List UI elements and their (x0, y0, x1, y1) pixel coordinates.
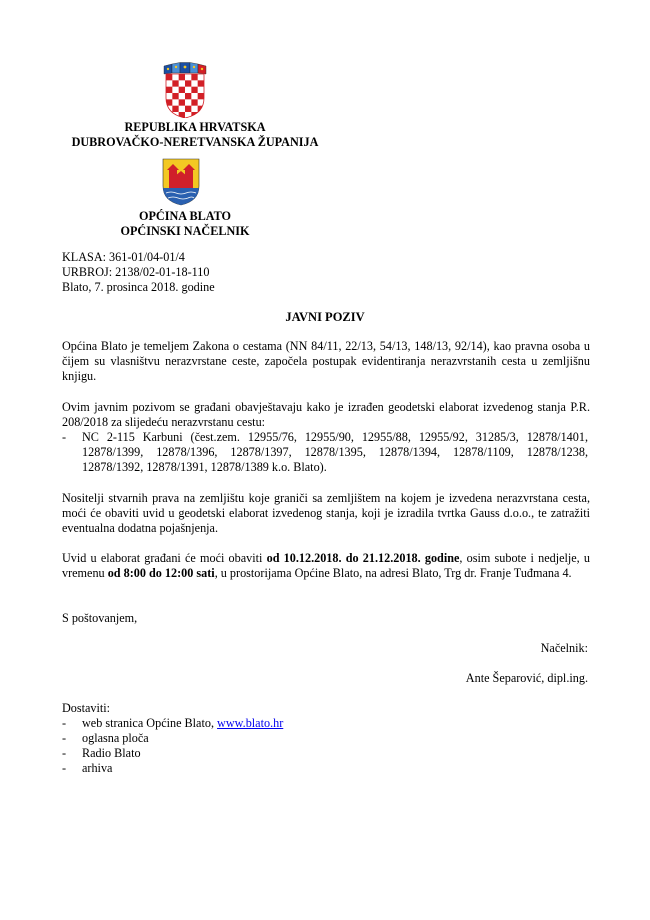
list-dash: - (62, 430, 67, 444)
paragraph-intro: Općina Blato je temeljem Zakona o cestama (NN 84/11, 22/13, 54/13, 148/13, 92/14), kao pravna osoba u čijem su vlasništvu nerazvrstane ceste, započela postupak evidentiranja nerazvrstanih cesta u zemljišnu knjigu. (62, 339, 590, 383)
inspection-text-1: Uvid u elaborat građani će moći obaviti (62, 551, 267, 565)
distribution-item-text: arhiva (82, 761, 113, 775)
county-name: DUBROVAČKO-NERETVANSKA ŽUPANIJA (71, 135, 319, 149)
urbroj-line: URBROJ: 2138/02-01-18-110 (62, 265, 210, 279)
closing-line: S poštovanjem, (62, 611, 138, 625)
list-dash: - (62, 761, 67, 775)
document-header-state (60, 120, 330, 150)
list-dash: - (62, 731, 67, 745)
signature-role: Načelnik: (540, 641, 588, 655)
inspection-text-3: , u prostorijama Općine Blato, na adresi Blato, Trg dr. Franje Tuđmana 4. (214, 566, 572, 580)
klasa-line: KLASA: 361-01/04-01/4 (62, 250, 185, 264)
inspection-hours: od 8:00 do 12:00 sati (107, 566, 215, 580)
distribution-block (62, 701, 283, 776)
distribution-item (62, 716, 283, 731)
distribution-item-text: oglasna ploča (82, 731, 149, 745)
document-reference-block (62, 250, 215, 295)
paragraph-announcement: Ovim javnim pozivom se građani obavještavaju kako je izrađen geodetski elaborat izvedenog stanja P.R. 208/2018 za slijedeću nerazvrstanu cestu: (62, 400, 590, 429)
paragraph-rights-holders: Nositelji stvarnih prava na zemljištu koje graniči sa zemljištem na kojem je izvedena nerazvrstana cesta, moći će obaviti uvid u geodetski elaborat izvedenog stanja, koji je izradila tvrtka Gauss d.o.o., te zatražiti eventualna dodatna pojašnjenja. (62, 491, 590, 535)
country-name: REPUBLIKA HRVATSKA (124, 120, 266, 134)
list-dash: - (62, 716, 67, 730)
paragraph-announcement-block (62, 400, 590, 475)
signature-name: Ante Šeparović, dipl.ing. (465, 671, 588, 685)
inspection-dates: od 10.12.2018. do 21.12.2018. godine (266, 551, 460, 565)
road-list-item (62, 430, 590, 475)
list-dash: - (62, 746, 67, 760)
inspection-text-2: , osim subote i nedjelje, u vremenu (62, 551, 590, 580)
distribution-item-text: web stranica Općine Blato, (82, 716, 218, 730)
distribution-item (62, 746, 283, 761)
paragraph-inspection (62, 551, 590, 581)
place-date-line: Blato, 7. prosinca 2018. godine (62, 280, 215, 294)
distribution-label: Dostaviti: (62, 701, 111, 715)
distribution-item (62, 731, 283, 746)
website-link[interactable]: www.blato.hr (217, 716, 284, 730)
road-list-text: NC 2-115 Karbuni (čest.zem. 12955/76, 12955/90, 12955/88, 12955/92, 31285/3, 12878/1401, 12878/1399, 12878/1396, 12878/1397, 12878/1395, 12878/1394, 12878/1109, 12878/1238, 12878/1392, 12878/1391, 12878/1389 k.o. Blato). (82, 430, 588, 474)
distribution-item-text: Radio Blato (82, 746, 141, 760)
croatian-coat-of-arms-icon (163, 62, 207, 118)
document-title: JAVNI POZIV (285, 310, 365, 324)
blato-coat-of-arms-icon (162, 158, 200, 206)
distribution-item (62, 761, 283, 776)
office-name: OPĆINSKI NAČELNIK (120, 224, 250, 238)
document-header-municipality (60, 209, 310, 239)
municipality-name: OPĆINA BLATO (139, 209, 231, 223)
